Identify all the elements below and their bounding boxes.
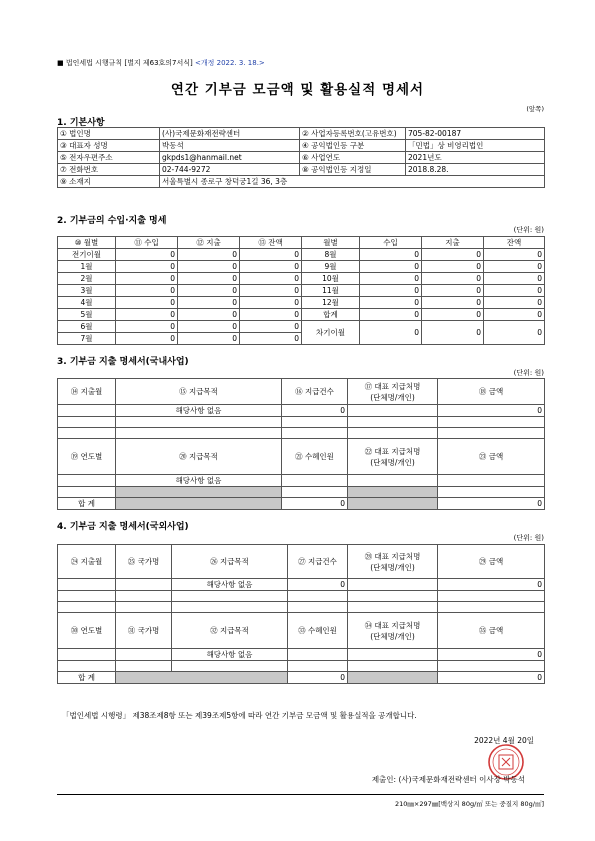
table-cell: 10월	[302, 273, 360, 285]
table-cell	[58, 417, 116, 428]
section2-title: 2. 기부금의 수입·지출 명세	[57, 216, 167, 226]
header-line: (단체명/개인)	[370, 631, 415, 641]
basic-info-table	[57, 127, 545, 188]
table-cell: 해당사항 없음	[116, 475, 282, 487]
table-cell: 0	[438, 405, 545, 417]
table-cell: ⑧ 공익법인등 지정일	[300, 164, 406, 176]
submission-date: 2022년 4월 20일	[474, 736, 534, 745]
table-row	[58, 417, 545, 428]
table-cell: 0	[422, 261, 484, 273]
table-cell: 「민법」상 비영리법인	[406, 140, 545, 152]
table-cell: 0	[178, 285, 240, 297]
table-cell: ⑫ 지출	[178, 237, 240, 249]
table-cell	[116, 417, 282, 428]
table-cell	[282, 428, 348, 439]
table-row	[58, 285, 545, 297]
form-reference: ■ 법인세법 시행규칙 [별지 제63호의7서식] <개정 2022. 3. 18.>	[57, 59, 265, 67]
table-cell: 0	[282, 405, 348, 417]
table-cell	[116, 661, 172, 672]
table-cell: 2021년도	[406, 152, 545, 164]
table-cell	[438, 417, 545, 428]
table-cell	[348, 487, 438, 498]
table-row	[58, 297, 545, 309]
overseas-table	[57, 544, 545, 684]
table-row	[58, 428, 545, 439]
table-cell: 0	[484, 249, 545, 261]
table-row	[58, 309, 545, 321]
table-cell: 해당사항 없음	[172, 649, 288, 661]
table-cell	[116, 428, 282, 439]
table-cell: 9월	[302, 261, 360, 273]
table-cell	[438, 487, 545, 498]
table-row	[58, 152, 545, 164]
table-cell: 0	[422, 273, 484, 285]
table-cell: ㉟ 금액	[438, 613, 545, 649]
table-cell	[116, 602, 172, 613]
table-cell: 0	[240, 273, 302, 285]
table-row	[58, 602, 545, 613]
table-cell	[348, 545, 438, 579]
table-cell	[348, 405, 438, 417]
table-cell: ㉚ 연도별	[58, 613, 116, 649]
table-cell	[348, 417, 438, 428]
table-cell: 전기이월	[58, 249, 116, 261]
table-cell: 0	[438, 649, 545, 661]
section3-title: 3. 기부금 지출 명세서(국내사업)	[57, 357, 189, 367]
table-row	[58, 545, 545, 579]
table-cell: ⑤ 전자우편주소	[58, 152, 160, 164]
table-row	[58, 321, 545, 333]
table-cell: 0	[116, 321, 178, 333]
section1-title: 1. 기본사항	[57, 118, 105, 128]
page-side-label: (앞쪽)	[526, 105, 544, 113]
table-cell: 0	[240, 309, 302, 321]
table-cell	[116, 672, 288, 684]
table-cell: ④ 공익법인등 구분	[300, 140, 406, 152]
table-cell: 박동석	[160, 140, 300, 152]
section2-unit: (단위: 원)	[513, 226, 544, 234]
table-cell: 0	[116, 261, 178, 273]
table-cell	[348, 613, 438, 649]
table-cell: 합 계	[58, 498, 116, 510]
table-row	[58, 249, 545, 261]
table-cell	[348, 591, 438, 602]
table-cell: 지출	[422, 237, 484, 249]
table-cell: 0	[438, 672, 545, 684]
table-cell: 0	[484, 309, 545, 321]
table-cell: 2018.8.28.	[406, 164, 545, 176]
table-cell: ㉛ 국가명	[116, 613, 172, 649]
table-cell	[348, 672, 438, 684]
table-cell: ① 법인명	[58, 128, 160, 140]
table-cell: ㉝ 수혜인원	[288, 613, 348, 649]
table-cell: 0	[240, 249, 302, 261]
header-line: ⑰ 대표 지급처명	[364, 381, 421, 391]
table-cell	[288, 591, 348, 602]
table-cell: 705-82-00187	[406, 128, 545, 140]
table-cell: 0	[360, 297, 422, 309]
table-cell	[438, 602, 545, 613]
monthly-table	[57, 236, 545, 345]
table-cell: 0	[484, 285, 545, 297]
table-cell: 0	[178, 333, 240, 345]
table-cell	[438, 475, 545, 487]
table-cell: 0	[360, 321, 422, 345]
table-cell: ㉙ 금액	[438, 545, 545, 579]
table-cell	[348, 475, 438, 487]
table-cell: 7월	[58, 333, 116, 345]
table-cell	[288, 661, 348, 672]
table-cell	[438, 661, 545, 672]
table-row	[58, 379, 545, 405]
table-cell: ㉔ 지출월	[58, 545, 116, 579]
table-row	[58, 273, 545, 285]
table-row	[58, 475, 545, 487]
table-row	[58, 237, 545, 249]
section3-unit: (단위: 원)	[513, 369, 544, 377]
table-cell	[282, 475, 348, 487]
table-cell: 0	[438, 579, 545, 591]
table-cell: 잔액	[484, 237, 545, 249]
table-cell: ㉗ 지급건수	[288, 545, 348, 579]
table-cell: 0	[240, 333, 302, 345]
table-cell: 11월	[302, 285, 360, 297]
header-line: (단체명/개인)	[370, 562, 415, 572]
table-cell: 0	[422, 309, 484, 321]
table-cell: ㉓ 금액	[438, 439, 545, 475]
table-cell: 해당사항 없음	[116, 405, 282, 417]
table-cell: 0	[240, 261, 302, 273]
header-line: ㉘ 대표 지급처명	[364, 551, 421, 561]
table-cell	[172, 591, 288, 602]
table-cell: 0	[178, 321, 240, 333]
table-cell: 0	[360, 285, 422, 297]
table-cell	[116, 487, 282, 498]
table-cell: 0	[178, 273, 240, 285]
table-cell	[58, 649, 116, 661]
table-cell: 0	[360, 249, 422, 261]
table-cell: (사)국제문화재전략센터	[160, 128, 300, 140]
table-cell: 0	[288, 672, 348, 684]
table-cell: 0	[240, 285, 302, 297]
table-cell: 0	[484, 297, 545, 309]
table-cell: 서울특별시 종로구 창덕궁1길 36, 3층	[160, 176, 545, 188]
table-cell: ⑦ 전화번호	[58, 164, 160, 176]
table-row	[58, 487, 545, 498]
table-cell	[58, 579, 116, 591]
table-cell: 5월	[58, 309, 116, 321]
paper-spec: 210㎜×297㎜[백상지 80g/㎡ 또는 중질지 80g/㎡]	[394, 800, 544, 808]
table-cell: 0	[288, 579, 348, 591]
table-cell: 0	[178, 261, 240, 273]
table-cell: 0	[282, 498, 348, 510]
table-cell	[348, 439, 438, 475]
table-cell: 0	[360, 261, 422, 273]
table-row	[58, 613, 545, 649]
table-row	[58, 405, 545, 417]
table-cell	[282, 417, 348, 428]
table-cell	[348, 602, 438, 613]
table-cell: ⑳ 지급목적	[116, 439, 282, 475]
table-row	[58, 140, 545, 152]
table-cell: 해당사항 없음	[172, 579, 288, 591]
header-line: (단체명/개인)	[370, 392, 415, 402]
table-row	[58, 176, 545, 188]
table-cell: 3월	[58, 285, 116, 297]
table-cell	[438, 591, 545, 602]
table-cell	[58, 475, 116, 487]
table-cell	[172, 661, 288, 672]
table-cell: 합 계	[58, 672, 116, 684]
table-cell: 0	[422, 285, 484, 297]
table-cell: 차기이월	[302, 321, 360, 345]
table-cell: ⑪ 수입	[116, 237, 178, 249]
table-cell: 12월	[302, 297, 360, 309]
table-cell: 0	[422, 321, 484, 345]
header-line: ㉒ 대표 지급처명	[364, 446, 421, 456]
table-cell: ⑥ 사업연도	[300, 152, 406, 164]
table-cell: 0	[422, 297, 484, 309]
table-cell	[58, 405, 116, 417]
disclosure-statement: 「법인세법 시행령」 제38조제8항 또는 제39조제5항에 따라 연간 기부금 모금액 및 활용실적을 공개합니다.	[62, 711, 417, 720]
table-cell	[172, 602, 288, 613]
table-cell: 8월	[302, 249, 360, 261]
table-cell	[288, 602, 348, 613]
table-cell	[58, 602, 116, 613]
table-cell	[58, 487, 116, 498]
footer-divider	[57, 794, 544, 795]
table-cell: 0	[116, 249, 178, 261]
header-line: ㉞ 대표 지급처명	[364, 620, 421, 630]
table-cell	[348, 428, 438, 439]
table-row	[58, 591, 545, 602]
table-cell	[116, 591, 172, 602]
table-cell: ⑨ 소재지	[58, 176, 160, 188]
table-cell	[58, 591, 116, 602]
table-cell: 6월	[58, 321, 116, 333]
table-cell: ⑲ 연도별	[58, 439, 116, 475]
table-cell: ⑮ 지급목적	[116, 379, 282, 405]
table-cell: ㉜ 지급목적	[172, 613, 288, 649]
table-cell	[348, 661, 438, 672]
header-line: (단체명/개인)	[370, 457, 415, 467]
domestic-table	[57, 378, 545, 510]
table-cell: ⑩ 월별	[58, 237, 116, 249]
table-cell: 0	[360, 273, 422, 285]
table-cell: 0	[116, 297, 178, 309]
table-cell	[116, 649, 172, 661]
table-cell	[288, 649, 348, 661]
table-cell: ㉕ 국가명	[116, 545, 172, 579]
revision-note: <개정 2022. 3. 18.>	[195, 59, 265, 67]
table-row	[58, 661, 545, 672]
table-cell: ⑯ 지급건수	[282, 379, 348, 405]
table-cell	[348, 649, 438, 661]
table-cell	[348, 498, 438, 510]
table-cell: 0	[422, 249, 484, 261]
table-row	[58, 128, 545, 140]
table-cell: 0	[178, 297, 240, 309]
section4-unit: (단위: 원)	[513, 534, 544, 542]
page-title: 연간 기부금 모금액 및 활용실적 명세서	[170, 82, 425, 98]
table-cell	[58, 428, 116, 439]
table-cell	[116, 579, 172, 591]
table-row	[58, 672, 545, 684]
table-cell: ⑱ 금액	[438, 379, 545, 405]
table-row	[58, 439, 545, 475]
table-cell: ㉖ 지급목적	[172, 545, 288, 579]
table-cell: 0	[116, 273, 178, 285]
table-cell: 0	[240, 321, 302, 333]
table-cell: 0	[438, 498, 545, 510]
table-cell: 0	[116, 333, 178, 345]
table-cell: 0	[240, 297, 302, 309]
table-cell: ㉑ 수혜인원	[282, 439, 348, 475]
table-cell: 1월	[58, 261, 116, 273]
table-cell: ③ 대표자 성명	[58, 140, 160, 152]
table-cell	[348, 579, 438, 591]
table-cell	[116, 498, 282, 510]
table-row	[58, 649, 545, 661]
submitter: 제출인: (사)국제문화재전략센터 이사장 박동석	[371, 775, 525, 784]
table-cell: 월별	[302, 237, 360, 249]
table-row	[58, 498, 545, 510]
table-cell: 수입	[360, 237, 422, 249]
table-cell: 0	[116, 309, 178, 321]
table-cell: 0	[178, 249, 240, 261]
table-cell	[348, 379, 438, 405]
table-row	[58, 579, 545, 591]
table-cell: 02-744-9272	[160, 164, 300, 176]
table-cell	[58, 661, 116, 672]
table-cell: 0	[484, 273, 545, 285]
table-cell	[282, 487, 348, 498]
table-cell: 0	[116, 285, 178, 297]
table-cell: 2월	[58, 273, 116, 285]
table-cell: 0	[484, 261, 545, 273]
table-cell: 0	[178, 309, 240, 321]
table-cell: gkpds1@hanmail.net	[160, 152, 300, 164]
table-cell: 4월	[58, 297, 116, 309]
section4-title: 4. 기부금 지출 명세서(국외사업)	[57, 522, 189, 532]
table-cell	[438, 428, 545, 439]
table-cell: 합계	[302, 309, 360, 321]
table-cell: ⑭ 지출월	[58, 379, 116, 405]
table-cell: ② 사업자등록번호(고유번호)	[300, 128, 406, 140]
table-row	[58, 261, 545, 273]
table-cell: 0	[360, 309, 422, 321]
table-cell: ⑬ 잔액	[240, 237, 302, 249]
table-cell: 0	[484, 321, 545, 345]
table-row	[58, 164, 545, 176]
